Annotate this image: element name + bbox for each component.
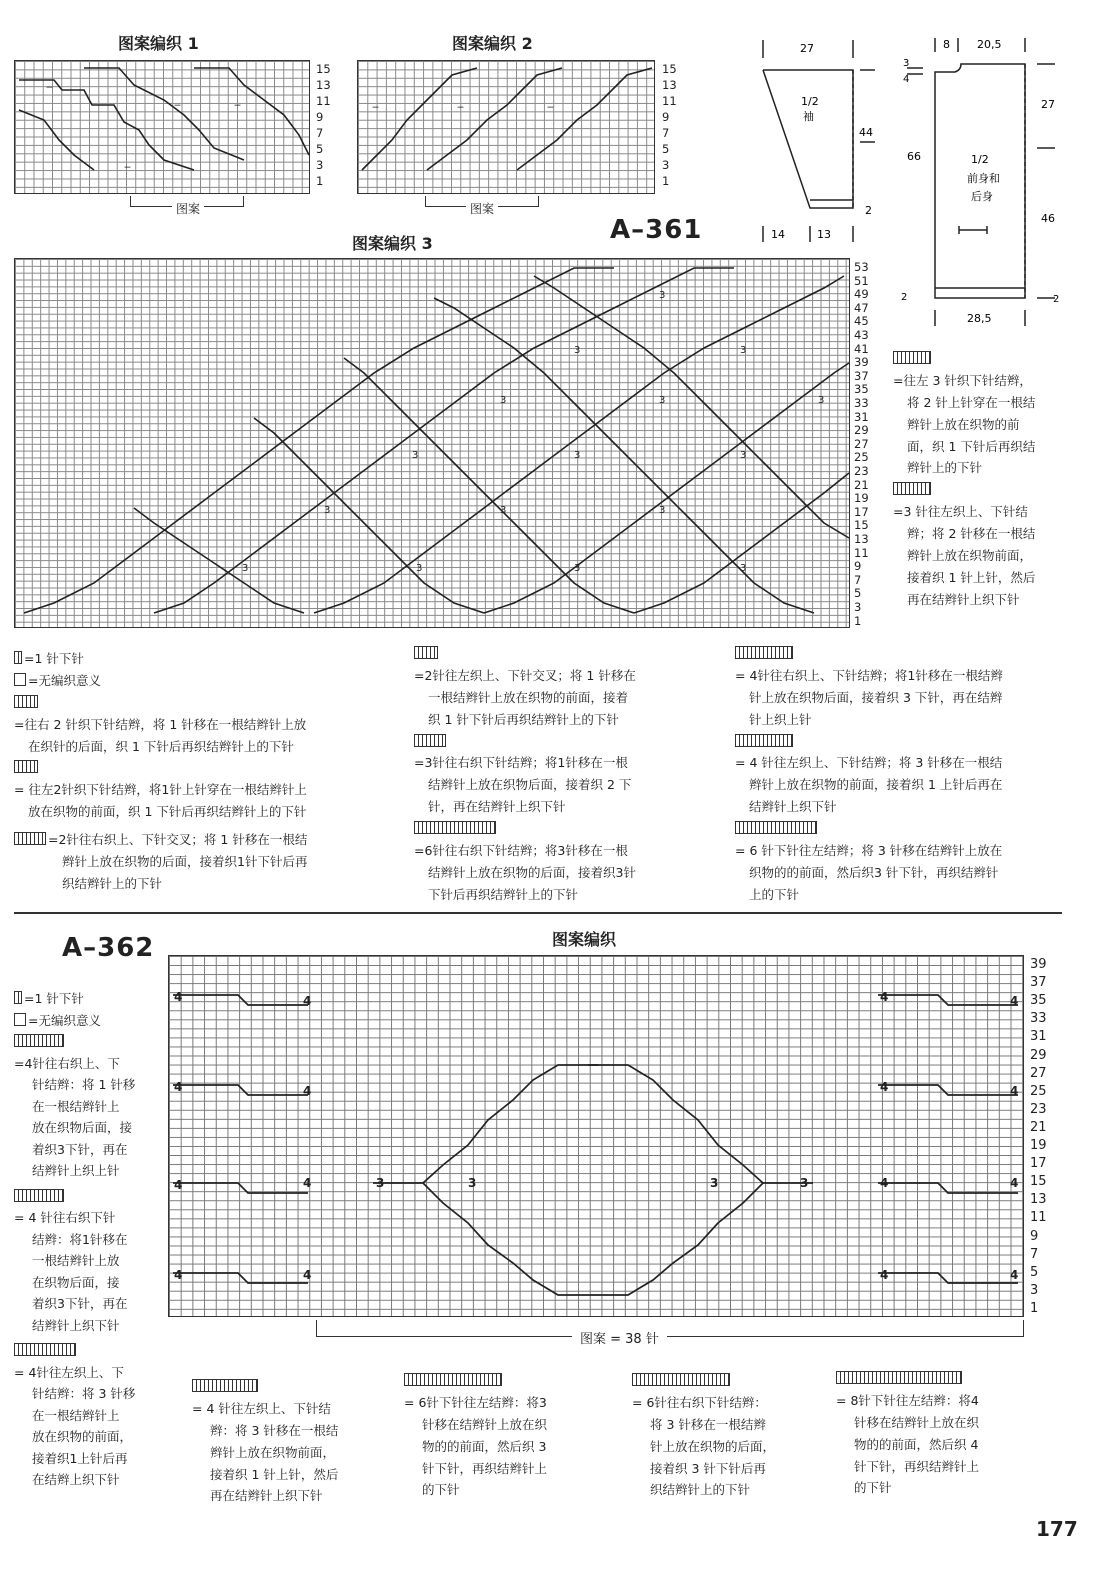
- cable-left-6-icon: [735, 821, 817, 834]
- chart3-cables: [14, 258, 850, 628]
- chart3-row-number: 15: [854, 518, 869, 533]
- sleeve-height: 44: [859, 126, 873, 139]
- body-lower-height: 46: [1041, 212, 1055, 225]
- svg-text:4: 4: [303, 994, 312, 1008]
- chart3-title: 图案编织 3: [352, 234, 433, 253]
- body-shoulder-width: 20,5: [977, 38, 1002, 51]
- cable-right-4-purl-icon: [735, 646, 793, 659]
- chart3-row-number: 45: [854, 314, 869, 329]
- cable-left-3-icon: [893, 351, 931, 364]
- a361-legend-col3: = 4针往右织上、下针结辫；将1针移在一根结辫 针上放在织物后面，接着织 3 下针，再在结辫 针上织上针 = 4 针往左织上、下针结辫；将 3 针移在一根结 辫针上放在织物的前面，接着织 1 上针后再在 结辫针上织下针 = 6 针下针往左结辫；将 3 针移在结辫针上放在 织物的的前面，然后织3 针下针，再织结辫针 上的下针: [735, 643, 1003, 906]
- sleeve-label-1: 1/2: [801, 95, 819, 108]
- a362-row-number: 17: [1030, 1156, 1047, 1172]
- svg-text:4: 4: [303, 1268, 312, 1282]
- svg-text:3: 3: [740, 450, 747, 461]
- cable-left-2-icon: [14, 760, 38, 773]
- svg-text:3: 3: [242, 563, 249, 574]
- svg-text:4: 4: [303, 1176, 312, 1190]
- cable-left-4-purl-icon: [735, 734, 793, 747]
- chart3-row-number: 53: [854, 260, 869, 274]
- sleeve-label-2: 袖: [803, 110, 814, 123]
- svg-text:4: 4: [174, 1178, 183, 1192]
- cable-right-6-icon-2: [632, 1373, 730, 1386]
- body-bottom-width: 28,5: [967, 312, 992, 325]
- chart2-title: 图案编织 2: [452, 34, 533, 53]
- body-upper-height: 27: [1041, 98, 1055, 111]
- chart3-row-number: 31: [854, 409, 869, 424]
- chart3-row-number: 1: [854, 613, 862, 628]
- svg-text:3: 3: [574, 345, 581, 356]
- chart2-repeat-label: 图案: [466, 200, 498, 217]
- chart3-row-number: 11: [854, 545, 869, 560]
- a362-row-number: 13: [1030, 1192, 1047, 1208]
- cable-right-4-icon: [14, 1189, 64, 1202]
- page-number: 177: [1036, 1517, 1078, 1541]
- cable-left-6-icon-2: [404, 1373, 502, 1386]
- chart3-row-number: 7: [854, 572, 862, 587]
- a361-legend-col1: =1 针下针 =无编织意义 =往右 2 针织下针结辫，将 1 针移在一根结辫针上放 在织针的后面，织 1 下针后再织结辫针上的下针 = 往左2针织下针结辫，将1针上针穿在一根结辫针上 放在织物的前面，织 1 下针后再织结辫针上的下针 =2针往右织上、下针交叉；将 1 针移在一根结 辫针上放在织物的后面，接着织1针下针后再 织结辫针上的下针: [14, 651, 308, 891]
- svg-text:‒: ‒: [234, 98, 241, 111]
- chart3-row-number: 9: [854, 559, 862, 574]
- chart1-row-numbers: 15 13 11 9 7 5 3 1: [316, 62, 331, 188]
- chart3-row-number: 49: [854, 287, 869, 302]
- body-schematic: [895, 30, 1065, 330]
- svg-text:3: 3: [500, 505, 507, 516]
- svg-text:3: 3: [324, 505, 331, 516]
- a362-row-number: 29: [1030, 1047, 1047, 1063]
- svg-text:4: 4: [880, 1080, 889, 1094]
- cable-right-4-purl-icon-2: [14, 1034, 64, 1047]
- sleeve-schematic: [755, 30, 880, 250]
- chart3-row-number: 5: [854, 586, 862, 601]
- chart3-row-number: 3: [854, 600, 862, 614]
- a362-repeat-label: 图案 = 38 针: [572, 1328, 667, 1347]
- cable-left-4-icon: [192, 1379, 258, 1392]
- body-neck-width: 8: [943, 38, 950, 51]
- cross-left-2-icon: [414, 646, 438, 659]
- svg-text:4: 4: [174, 1080, 183, 1094]
- a362-row-number: 9: [1030, 1228, 1039, 1244]
- knit-stitch-icon-2: [14, 991, 22, 1004]
- body-neck-depth-2: 4: [903, 74, 910, 85]
- chart3-row-number: 35: [854, 382, 869, 397]
- a361-legend-col2: =2针往左织上、下针交叉；将 1 针移在 一根结辫针上放在织物的前面，接着 织 1 针下针后再织结辫针上的下针 =3针往右织下针结辫；将1针移在一根 结辫针上放在织物后面，接着织 2 下 针，再在结辫针上织下针 =6针往右织下针结辫；将3针移在一根 结辫针上放在织物的后面，接着织3针 下针后再织结辫针上的下针: [414, 643, 636, 906]
- body-neck-depth-1: 3: [903, 58, 910, 69]
- a362-legend-cable-left-4: = 4 针往左织上、下针结 辫：将 3 针移在一根结 辫针上放在织物前面， 接着织 1 针上针，然后 再在结辫针上织下针: [192, 1376, 338, 1507]
- svg-text:4: 4: [1010, 994, 1019, 1008]
- svg-text:3: 3: [468, 1176, 477, 1190]
- svg-text:4: 4: [880, 1176, 889, 1190]
- chart3-row-number: 37: [854, 368, 869, 383]
- no-stitch-icon-2: [14, 1013, 26, 1026]
- a362-chart-title: 图案编织: [552, 930, 617, 949]
- svg-text:3: 3: [659, 395, 666, 406]
- svg-text:‒: ‒: [457, 100, 464, 113]
- svg-text:4: 4: [880, 1268, 889, 1282]
- svg-text:3: 3: [574, 563, 581, 574]
- chart3-row-number: 47: [854, 300, 869, 315]
- svg-text:4: 4: [174, 990, 183, 1004]
- sleeve-top-width: 27: [800, 42, 814, 55]
- a362-legend-cable-left-6: = 6针下针往左结辫：将3 针移在结辫针上放在织 物的的前面，然后织 3 针下针，再织结辫针上 的下针: [404, 1370, 547, 1501]
- cable-left-8-icon: [836, 1371, 962, 1384]
- chart3-row-number: 17: [854, 504, 869, 519]
- chart3-row-number: 27: [854, 436, 869, 451]
- body-label-1: 1/2: [971, 153, 989, 166]
- a362-left-legend: =1 针下针 =无编织意义 =4针往右织上、下 针结辫：将 1 针移 在一根结辫针上 放在织物后面，接 着织3下针，再在 结辫针上织上针 = 4 针往右织下针 结辫：将1针移在 一根结辫针上放 在织物后面，接 着织3下针，再在 结辫针上织下针 = 4针往左织上、下 针结辫：将 3 针移 在一根结辫针上 放在织物的前面， 接着织1上针后再 在结辫上织下针: [14, 991, 136, 1487]
- cable-right-2-icon: [14, 695, 38, 708]
- a362-row-number: 5: [1030, 1264, 1039, 1280]
- svg-text:3: 3: [574, 450, 581, 461]
- svg-text:3: 3: [818, 395, 825, 406]
- side-legend: =往左 3 针织下针结辫， 将 2 针上针穿在一根结 辫针上放在织物的前 面，织 1 下针后再织结 辫针上的下针 =3 针往左织上、下针结 辫；将 2 针移在一根结 辫针上放在织物前面， 接着织 1 针上针，然后 再在结辫针上织下针: [893, 348, 1035, 611]
- body-label-2: 前身和: [967, 172, 1000, 185]
- svg-text:‒: ‒: [372, 100, 379, 113]
- sleeve-bottom-left: 14: [771, 228, 785, 241]
- chart2-row-numbers: 15 13 11 9 7 5 3 1: [662, 62, 677, 188]
- svg-text:3: 3: [740, 563, 747, 574]
- a362-row-number: 27: [1030, 1065, 1047, 1081]
- chart3-row-number: 39: [854, 355, 869, 370]
- svg-text:3: 3: [659, 290, 666, 301]
- a362-chart-cables: [168, 955, 1024, 1317]
- svg-text:4: 4: [1010, 1268, 1019, 1282]
- a362-row-numbers: [1030, 958, 1060, 1320]
- chart3-row-number: 43: [854, 328, 869, 342]
- chart3-row-number: 23: [854, 464, 869, 478]
- chart3-row-number: 13: [854, 532, 869, 546]
- body-hem-left: 2: [901, 292, 908, 303]
- no-stitch-icon: [14, 673, 26, 686]
- chart3-row-numbers: [854, 262, 878, 632]
- a362-row-number: 15: [1030, 1174, 1047, 1190]
- chart3-row-number: 21: [854, 477, 869, 492]
- body-hem-right: 2: [1053, 294, 1060, 305]
- chart2-cables: [357, 60, 655, 194]
- chart1-cables: [14, 60, 310, 194]
- a362-row-number: 25: [1030, 1083, 1047, 1099]
- a362-row-number: 31: [1030, 1029, 1047, 1045]
- a362-repeat-bracket: [316, 1320, 1024, 1337]
- svg-text:‒: ‒: [124, 160, 131, 173]
- chart3-row-number: 29: [854, 423, 869, 438]
- svg-text:4: 4: [174, 1268, 183, 1282]
- cross-right-2-icon: [14, 832, 46, 845]
- body-total-height: 66: [907, 150, 921, 163]
- chart3-row-number: 25: [854, 450, 869, 465]
- svg-text:3: 3: [710, 1176, 719, 1190]
- cable-right-6-icon: [414, 821, 496, 834]
- svg-text:3: 3: [416, 563, 423, 574]
- cable-left-3-purl-icon: [893, 482, 931, 495]
- chart1-repeat-label: 图案: [172, 200, 204, 217]
- chart3-row-number: 33: [854, 396, 869, 410]
- a362-legend-cable-right-6: = 6针往右织下针结辫： 将 3 针移在一根结辫 针上放在织物的后面， 接着织 3 针下针后再 织结辫针上的下针: [632, 1370, 775, 1501]
- section-divider: [14, 912, 1062, 914]
- svg-text:3: 3: [412, 450, 419, 461]
- a362-row-number: 11: [1030, 1210, 1047, 1226]
- chart3-row-number: 19: [854, 491, 869, 506]
- svg-text:4: 4: [303, 1084, 312, 1098]
- a362-row-number: 39: [1030, 957, 1047, 972]
- a362-row-number: 21: [1030, 1119, 1047, 1135]
- body-label-3: 后身: [971, 190, 993, 203]
- chart1-title: 图案编织 1: [118, 34, 199, 53]
- knit-stitch-icon: [14, 651, 22, 664]
- a362-legend-cable-left-8: = 8针下针往左结辫：将4 针移在结辫针上放在织 物的的前面，然后织 4 针下针，再织结辫针上 的下针: [836, 1368, 979, 1499]
- sleeve-cuff: 2: [865, 204, 872, 217]
- cable-left-4-purl-icon-2: [14, 1343, 76, 1356]
- svg-text:3: 3: [500, 395, 507, 406]
- a362-row-number: 33: [1030, 1011, 1047, 1027]
- svg-text:‒: ‒: [174, 98, 181, 111]
- svg-text:3: 3: [800, 1176, 809, 1190]
- chart3-row-number: 51: [854, 273, 869, 288]
- svg-text:3: 3: [740, 345, 747, 356]
- svg-text:4: 4: [1010, 1084, 1019, 1098]
- a362-code: A–362: [62, 933, 155, 963]
- a362-row-number: 7: [1030, 1246, 1039, 1262]
- svg-text:‒: ‒: [547, 100, 554, 113]
- a362-row-number: 3: [1030, 1282, 1039, 1298]
- cable-right-3-icon: [414, 734, 446, 747]
- svg-text:4: 4: [880, 990, 889, 1004]
- a362-row-number: 19: [1030, 1138, 1047, 1153]
- svg-text:4: 4: [1010, 1176, 1019, 1190]
- svg-text:‒: ‒: [46, 80, 53, 93]
- a362-row-number: 37: [1030, 975, 1047, 991]
- a362-row-number: 35: [1030, 993, 1047, 1009]
- chart3-row-number: 41: [854, 341, 869, 356]
- a362-row-number: 1: [1030, 1300, 1039, 1316]
- a361-code: A–361: [610, 215, 703, 245]
- sleeve-bottom-right: 13: [817, 228, 831, 241]
- svg-text:3: 3: [659, 505, 666, 516]
- a362-row-number: 23: [1030, 1101, 1047, 1117]
- svg-text:3: 3: [376, 1176, 385, 1190]
